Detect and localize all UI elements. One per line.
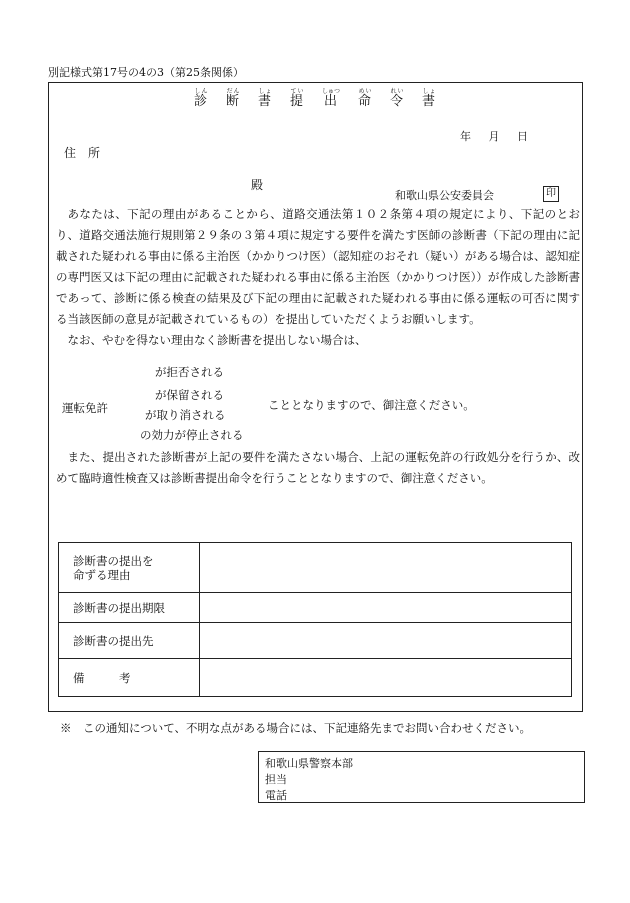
title-char: 書しょ	[257, 88, 272, 109]
issuer-name: 和歌山県公安委員会	[395, 189, 494, 202]
consequence-item: の効力が停止される	[140, 428, 244, 442]
body-text	[56, 204, 580, 351]
title-char: 命めい	[358, 88, 373, 109]
date-line: 年 月 日	[460, 130, 528, 143]
inquiry-note: ※ この通知について、不明な点がある場合には、下記連絡先までお問い合わせください。	[60, 721, 532, 735]
title-char: 令れい	[390, 88, 405, 109]
title-char: 断だん	[225, 88, 240, 109]
seal-mark: 印	[543, 186, 559, 202]
paragraph-consequence-intro: なお、やむを得ない理由なく診断書を提出しない場合は、	[67, 333, 367, 347]
info-table	[58, 542, 572, 697]
consequence-item: が拒否される	[155, 365, 224, 379]
table-label: 診断書の提出先	[59, 623, 200, 659]
honorific: 殿	[251, 178, 264, 192]
document-title	[0, 88, 630, 109]
consequence-tail: こととなりますので、御注意ください。	[268, 398, 475, 412]
address-label: 住 所	[64, 146, 101, 160]
consequence-item: が保留される	[155, 388, 224, 402]
table-label: 備 考	[59, 659, 200, 697]
contact-person-label: 担当	[265, 773, 287, 786]
table-value-field[interactable]	[200, 623, 572, 659]
table-label: 診断書の提出を 命ずる理由	[59, 543, 200, 593]
paragraph-warning: また、提出された診断書が上記の要件を満たさない場合、上記の運転免許の行政処分を行うか、改めて臨時適性検査又は診断書提出命令を行うこととなりますので、御注意ください。	[56, 450, 580, 485]
table-row	[59, 623, 572, 659]
body-text-2	[56, 447, 580, 489]
table-value-field[interactable]	[200, 543, 572, 593]
title-char: 提てい	[289, 88, 304, 109]
table-row	[59, 593, 572, 623]
title-char: 書しょ	[422, 88, 437, 109]
table-row	[59, 659, 572, 697]
table-value-field[interactable]	[200, 593, 572, 623]
table-label: 診断書の提出期限	[59, 593, 200, 623]
title-char: 診しん	[193, 88, 208, 109]
contact-organization: 和歌山県警察本部	[265, 757, 353, 770]
table-row	[59, 543, 572, 593]
contact-phone-label: 電話	[265, 789, 287, 802]
contact-box	[258, 751, 585, 803]
title-char: 出しゅつ	[322, 88, 341, 109]
consequence-item: が取り消される	[145, 408, 226, 422]
paragraph-request: あなたは、下記の理由があることから、道路交通法第１０２条第４項の規定により、下記のとおり、道路交通法施行規則第２９条の３第４項に規定する要件を満たす医師の診断書（下記の理由に記載された疑われる事由に係る主治医（かかりつけ医）（認知症のおそれ（疑い）がある場合は、認知症の専門医又は下記の理由に記載された疑われる事由に係る主治医（かかりつけ医））が作成した診断書であって、診断に係る検査の結果及び下記の理由に記載された疑われる事由に係る運転の可否に関する当該医師の意見が記載されているもの）を提出していただくようお願いします。	[56, 207, 580, 326]
consequence-license: 運転免許	[62, 401, 108, 415]
table-value-field[interactable]	[200, 659, 572, 697]
form-number: 別記様式第17号の4の3（第25条関係）	[48, 66, 244, 79]
